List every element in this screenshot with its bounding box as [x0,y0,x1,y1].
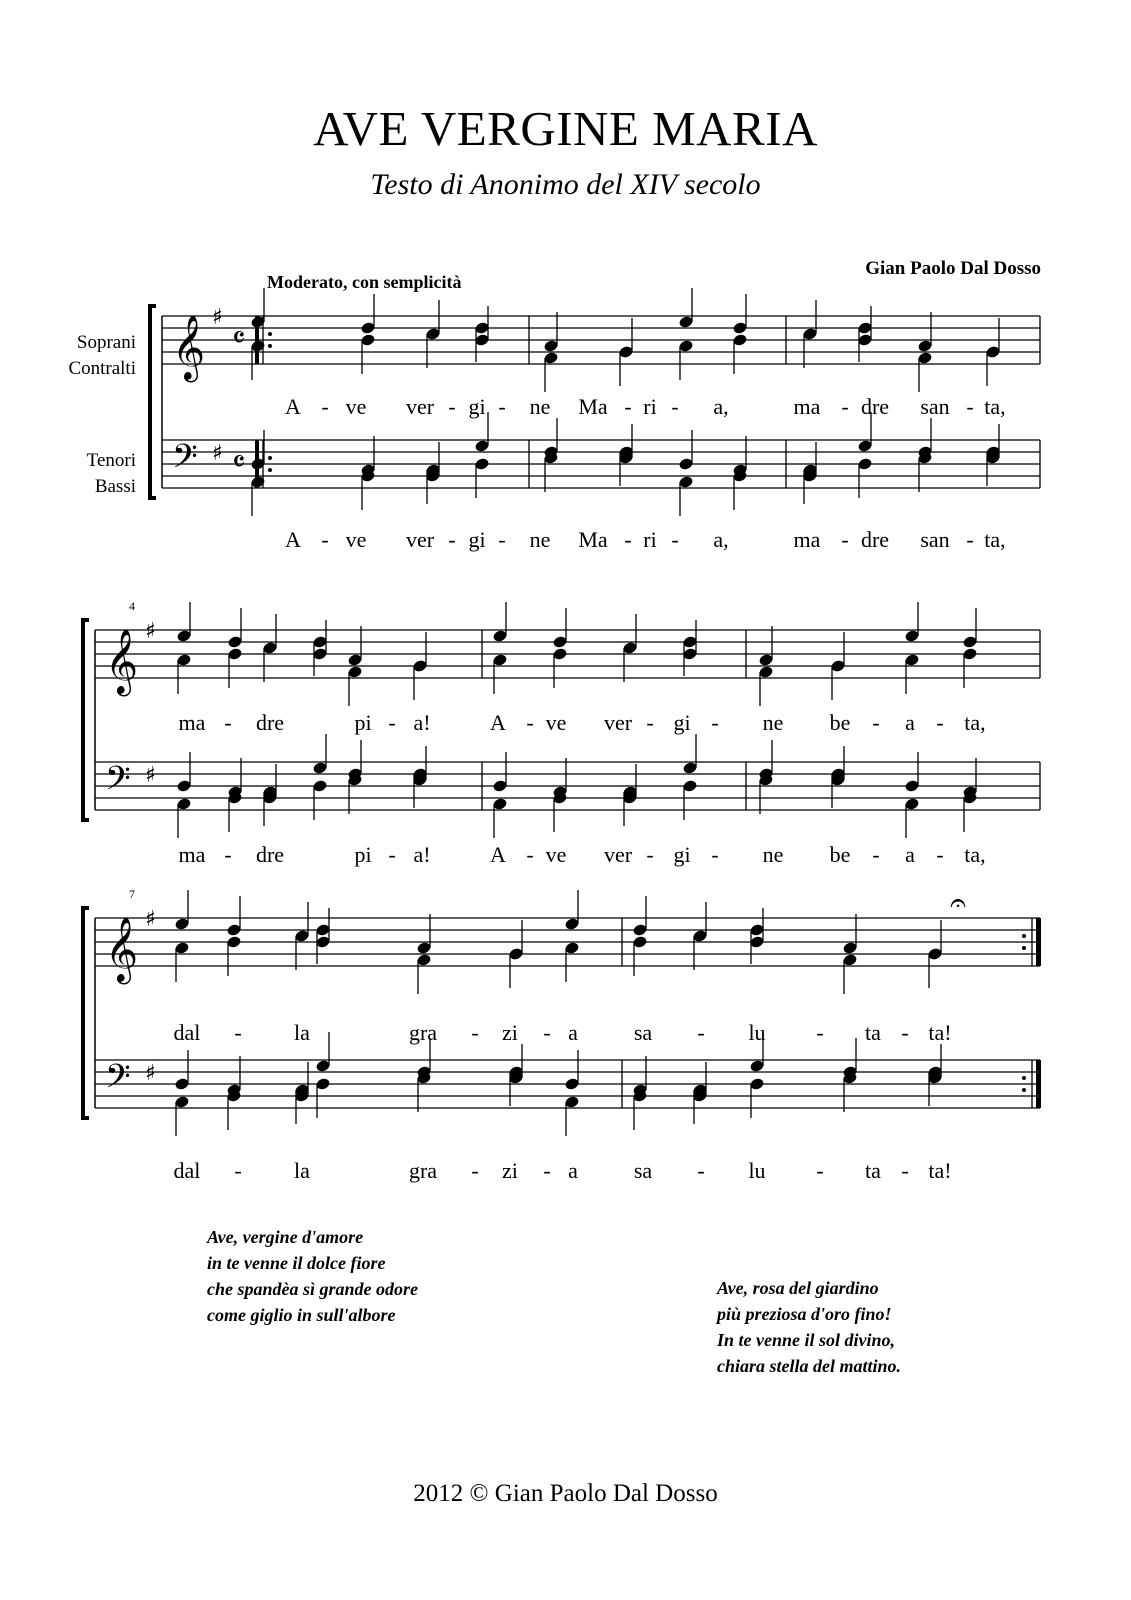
lyric-syllable: - [624,527,632,552]
lyric-syllable: ta, [964,710,986,735]
lyric-syllable: sa [633,1158,653,1183]
lyric-syllable: - [321,527,329,552]
lyric-syllable: - [526,842,534,867]
lyric-syllable: ma [178,842,206,867]
lyric-syllable: dre [255,710,285,735]
lyric-syllable: Ma [578,394,608,419]
system-bracket [150,306,156,498]
lyric-syllable: - [816,1158,824,1183]
lyric-syllable: - [841,527,849,552]
lyric-syllable: - [448,527,456,552]
verse-line: In te venne il sol divino, [717,1330,896,1350]
verse-line: in te venne il dolce fiore [207,1253,386,1273]
lyric-syllable: ver [405,394,435,419]
lyric-syllable: ri [643,394,657,419]
lyric-syllable: A [285,527,301,552]
lyric-syllable: - [697,1158,705,1183]
lyric-syllable: lu [748,1158,766,1183]
part-name-bassi: Bassi [94,476,136,497]
lyric-syllable: - [526,710,534,735]
lyric-syllable: be [829,842,851,867]
lyric-syllable: ta, [984,527,1006,552]
system-bracket [83,620,89,820]
lyric-syllable: la [294,1158,310,1183]
lyric-syllable: - [901,1020,909,1045]
lyric-syllable: a [905,710,915,735]
lyric-syllable: - [966,394,974,419]
measure-number: 7 [129,887,135,901]
lyric-syllable: ri [643,527,657,552]
lyric-syllable: - [841,394,849,419]
lyric-syllable: - [471,1020,479,1045]
lyric-syllable: - [234,1020,242,1045]
lyric-syllable: ta [865,1020,881,1045]
lyric-syllable: A [490,842,506,867]
lyric-syllable: pi [354,842,372,867]
system-1 [150,288,1040,552]
final-barline [1036,1060,1041,1108]
lyric-syllable: - [234,1158,242,1183]
lyric-syllable: ne [762,710,784,735]
lyric-syllable: dre [255,842,285,867]
lyric-syllable: san [920,394,950,419]
lyric-syllable: - [224,710,232,735]
lyric-syllable: ne [762,842,784,867]
repeat-dot [268,344,272,348]
key-signature-sharp: ♯ [145,763,156,788]
lyric-syllable: gi [468,394,486,419]
repeat-dot [268,332,272,336]
lyric-syllable: ta [865,1158,881,1183]
lyric-syllable: sa [633,1020,653,1045]
lyric-syllable: - [321,394,329,419]
lyric-syllable: gra [408,1020,438,1045]
treble-clef: 𝄞 [172,315,206,380]
key-signature-sharp: ♯ [212,441,223,466]
lyric-syllable: - [224,842,232,867]
lyric-syllable: lu [748,1020,766,1045]
lyric-syllable: - [543,1020,551,1045]
repeat-dot [268,468,272,472]
lyric-syllable: - [646,842,654,867]
lyric-syllable: ne [529,394,551,419]
lyric-syllable: gra [408,1158,438,1183]
repeat-dot [1022,946,1026,950]
key-signature-sharp: ♯ [212,305,223,330]
fermata-icon: 𝄐 [950,886,966,919]
copyright-footer: 2012 © Gian Paolo Dal Dosso [413,1480,718,1507]
lyric-syllable: a [568,1020,578,1045]
lyric-syllable: dre [860,527,890,552]
lyric-syllable: Ma [578,527,608,552]
lyric-syllable: - [471,1158,479,1183]
lyric-syllable: ta! [928,1020,952,1045]
verse-line: che spandèa sì grande odore [207,1279,418,1299]
lyric-syllable: be [829,710,851,735]
system-bracket [83,908,89,1118]
system-2 [83,599,1040,867]
lyric-syllable: ver [603,842,633,867]
verse-line: più preziosa d'oro fino! [717,1304,892,1324]
lyric-syllable: - [448,394,456,419]
part-name-contralti: Contralti [68,358,136,379]
lyric-syllable: zi [502,1158,518,1183]
lyric-syllable: ta, [984,394,1006,419]
repeat-dot [1022,1076,1026,1080]
part-name-soprani: Soprani [76,332,136,353]
lyric-syllable: ver [405,527,435,552]
lyric-syllable: - [936,842,944,867]
bass-clef: 𝄢 [105,760,131,806]
lyric-syllable: - [816,1020,824,1045]
verse-line: Ave, vergine d'amore [207,1227,364,1247]
time-signature: 𝄴 [232,445,246,480]
lyric-syllable: - [388,842,396,867]
treble-clef: 𝄞 [105,629,139,694]
lyric-syllable: a! [413,842,431,867]
lyric-syllable: - [966,527,974,552]
lyric-syllable: A [285,394,301,419]
lyric-syllable: gi [468,527,486,552]
subtitle: Testo di Anonimo del XIV secolo [370,168,761,201]
lyric-syllable: ma [793,394,821,419]
lyric-syllable: - [872,710,880,735]
lyric-syllable: - [671,394,679,419]
key-signature-sharp: ♯ [145,619,156,644]
lyric-syllable: san [920,527,950,552]
key-signature-sharp: ♯ [145,907,156,932]
key-signature-sharp: ♯ [145,1061,156,1086]
lyric-syllable: zi [502,1020,518,1045]
lyric-syllable: ve [345,394,367,419]
lyric-syllable: - [388,710,396,735]
lyric-syllable: ta, [964,842,986,867]
lyric-syllable: A [490,710,506,735]
lyric-syllable: - [711,710,719,735]
verse-2 [717,1275,901,1379]
lyric-syllable: gi [673,842,691,867]
verse-1 [207,1224,418,1328]
verse-line: chiara stella del mattino. [717,1356,902,1376]
repeat-dot [268,456,272,460]
lyric-syllable: ve [545,842,567,867]
lyric-syllable: a, [713,394,729,419]
measure-number: 4 [129,599,135,613]
lyric-syllable: pi [354,710,372,735]
composer: Gian Paolo Dal Dosso [865,258,1041,279]
lyric-syllable: ne [529,527,551,552]
time-signature: 𝄴 [232,321,246,356]
lyric-syllable: - [498,394,506,419]
repeat-dot [1022,934,1026,938]
tempo-marking: Moderato, con semplicità [267,272,462,292]
lyric-syllable: gi [673,710,691,735]
verse-line: Ave, rosa del giardino [717,1278,879,1298]
lyric-syllable: - [671,527,679,552]
lyric-syllable: dre [860,394,890,419]
lyric-syllable: - [872,842,880,867]
lyric-syllable: ma [793,527,821,552]
lyric-syllable: - [624,394,632,419]
lyric-syllable: - [697,1020,705,1045]
lyric-syllable: la [294,1020,310,1045]
treble-clef: 𝄞 [105,917,139,982]
lyric-syllable: ma [178,710,206,735]
page-title: AVE VERGINE MARIA [313,101,818,156]
verse-line: come giglio in sull'albore [207,1305,396,1325]
repeat-barline [255,316,259,364]
lyric-syllable: - [901,1158,909,1183]
lyric-syllable: ve [345,527,367,552]
bass-clef: 𝄢 [105,1058,131,1104]
lyric-syllable: - [711,842,719,867]
final-barline [1036,918,1041,966]
lyric-syllable: a [905,842,915,867]
lyric-syllable: ve [545,710,567,735]
lyric-syllable: ver [603,710,633,735]
lyric-syllable: a [568,1158,578,1183]
lyric-syllable: - [936,710,944,735]
part-name-tenori: Tenori [86,450,136,471]
lyric-syllable: - [543,1158,551,1183]
lyric-syllable: dal [173,1020,201,1045]
system-3 [83,887,1041,1183]
lyric-syllable: a, [713,527,729,552]
lyric-syllable: a! [413,710,431,735]
lyric-syllable: - [498,527,506,552]
bass-clef: 𝄢 [172,438,198,484]
lyric-syllable: ta! [928,1158,952,1183]
lyric-syllable: - [646,710,654,735]
repeat-barline [255,440,259,488]
lyric-syllable: dal [173,1158,201,1183]
repeat-dot [1022,1088,1026,1092]
